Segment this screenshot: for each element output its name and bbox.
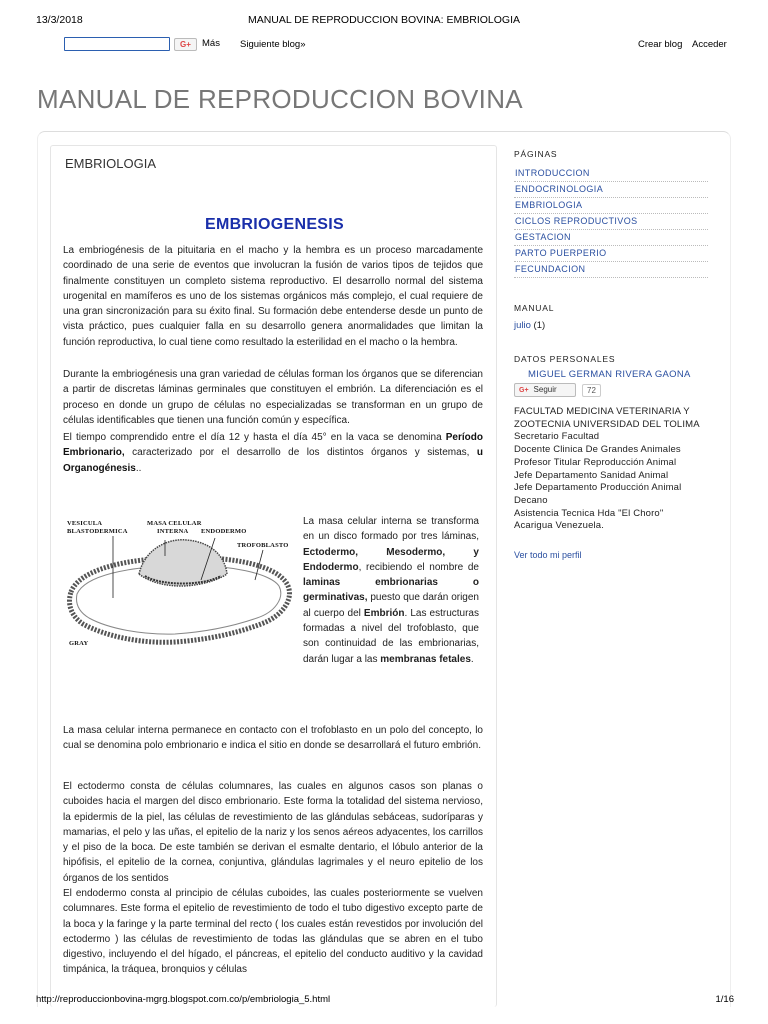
profile-heading: DATOS PERSONALES <box>514 354 616 364</box>
archive-heading: MANUAL <box>514 303 555 313</box>
print-date: 13/3/2018 <box>36 14 83 26</box>
label-blastodermica: BLASTODERMICA <box>67 528 128 535</box>
gplus-icon: G+ <box>519 387 529 394</box>
archive-count: (1) <box>533 320 546 331</box>
print-footer <box>0 994 768 1008</box>
pages-heading: PÁGINAS <box>514 149 558 159</box>
text: , recibiendo el nombre de <box>358 561 479 573</box>
about-line: Secretario Facultad <box>514 431 600 443</box>
about-line: Docente Clinica De Grandes Animales <box>514 444 681 456</box>
next-blog-link[interactable]: Siguiente blog» <box>240 39 306 50</box>
paragraph-cell-mass: La masa celular interna permanece en contacto con el trofoblasto en un polo del concepto, lo cual se denomina polo embrionario e indica el sitio en donde se desarrollará el futuro embrión. <box>63 725 483 752</box>
page-link-embriologia[interactable]: EMBRIOLOGIA <box>514 198 708 214</box>
gplus-share-button[interactable]: G+ <box>174 38 197 51</box>
bold-text: Ectodermo, Mesodermo, y Endodermo <box>303 546 479 573</box>
blog-title[interactable]: MANUAL DE REPRODUCCION BOVINA <box>37 84 523 114</box>
bold-text: Período Embrionario, <box>63 432 483 459</box>
sign-in-link[interactable]: Acceder <box>692 39 727 50</box>
label-masa-celular: MASA CELULAR <box>147 520 202 527</box>
label-trofoblasto: TROFOBLASTO <box>237 542 289 549</box>
follower-count: 72 <box>582 384 601 397</box>
pages-list <box>514 166 708 278</box>
create-blog-link[interactable]: Crear blog <box>638 39 683 50</box>
page-link-fecundacion[interactable]: FECUNDACION <box>514 262 708 278</box>
follow-button[interactable] <box>514 383 576 397</box>
paragraph-embryonic-period <box>63 430 483 476</box>
about-line: ZOOTECNIA UNIVERSIDAD DEL TOLIMA <box>514 418 700 430</box>
more-link[interactable]: Más <box>202 38 220 49</box>
print-url: http://reproduccionbovina-mgrg.blogspot.com.co/p/embriologia_5.html <box>36 994 331 1005</box>
paragraph-germ-layers <box>303 514 479 667</box>
text: . <box>470 653 474 665</box>
page-link-endocrinologia[interactable]: ENDOCRINOLOGIA <box>514 182 708 198</box>
about-line: FACULTAD MEDICINA VETERINARIA Y <box>514 406 690 417</box>
text: El tiempo comprendido entre el día 12 y hasta el día 45° en la vaca se denomina <box>63 432 446 443</box>
profile-name-link[interactable]: MIGUEL GERMAN RIVERA GAONA <box>528 369 691 380</box>
paragraph-intro: La embriogénesis de la pituitaria en el macho y la hembra es un proceso marcadamente coordinado de una serie de eventos que involucran la fusión de varios tipos de tejidos que finalmente constituyen un completo sistema reproductivo. El desarrollo normal del sistema urogenital en mamíferos es uno de los sistemas orgánicos más complejo, el cual requiere de una gran sincronización para su éxito final. Su formación debe entenderse desde un punto de vista práctico, pues cualquier falla en su desarrollo genera anormalidades que limitan la función reproductiva, lo cual tiene como resultado la esterilidad en el macho o la hembra. <box>63 245 483 348</box>
post-heading: EMBRIOGENESIS <box>204 216 345 233</box>
paragraph-ectoderm: El ectodermo consta de células columnares, las cuales en algunos casos son planas o cuboides hacia el margen del disco embrionario. Este forma la totalidad del sistema nervioso, la epidermis de la piel, las células de revestimiento de las glándulas sebáceas, sudoríparas y mamarias, el pelo y las uñas, el epitelio de la nariz y los senos aéreos adyacentes, los carrillos y el piso de la boca. De este también se derivan el esmalte dentario, el lóbulo anterior de la hipófisis, el epitelio de la cornea, conjuntiva, glándulas lagrimales y el neuro epitelio de los órganos de los sentidos <box>63 781 483 884</box>
profile-about <box>514 406 708 533</box>
label-interna: INTERNA <box>157 528 189 535</box>
print-header <box>0 14 768 30</box>
bold-text: laminas embrionarias o germinativas, <box>303 577 479 604</box>
archive-link-julio[interactable]: julio <box>514 320 531 331</box>
text: puesto que darán origen al cuerpo del <box>303 592 479 619</box>
text: caracterizado por el desarrollo de los distintos órganos y sistemas, <box>124 447 477 459</box>
about-line: Jefe Departamento Producción Animal <box>514 482 682 494</box>
page-link-ciclos-reproductivos[interactable]: CICLOS REPRODUCTIVOS <box>514 214 708 230</box>
bold-text: u Organogénesis <box>63 447 483 474</box>
follow-row <box>514 383 708 399</box>
text: .. <box>135 462 142 474</box>
about-line: Profesor Titular Reproducción Animal <box>514 456 677 468</box>
sidebar <box>514 145 708 560</box>
about-line: Decano <box>514 494 548 506</box>
page-link-parto-puerperio[interactable]: PARTO PUERPERIO <box>514 246 708 262</box>
about-line: Asistencia Tecnica Hda "El Choro" <box>514 507 664 519</box>
page-link-introduccion[interactable]: INTRODUCCION <box>514 166 708 182</box>
embryo-diagram-image <box>65 514 297 654</box>
label-gray: GRAY <box>69 640 89 647</box>
print-page-number: 1/16 <box>715 994 734 1005</box>
label-endodermo: ENDODERMO <box>201 528 247 535</box>
view-profile-link[interactable]: Ver todo mi perfil <box>514 550 582 561</box>
embryo-diagram <box>65 514 297 654</box>
archive-entry <box>514 320 708 331</box>
post-title: EMBRIOLOGIA <box>65 156 157 171</box>
label-vesicula: VESICULA <box>67 520 103 527</box>
paragraph-endoderm: El endodermo consta al principio de células cuboides, las cuales posteriormente se vuelven columnares. Este forma el epitelio de revestimiento de todo el tubo digestivo excepto parte de la boca y la faringe y la parte terminal del recto ( los cuales están revestidos por involución del ectodermo ) las células de revestimiento de todas las glándulas que se abren en el tubo digestivo, incluyendo el del hígado, el páncreas, el epitelio del conducto auditivo y la cavidad timpánica, la tráquea, bronquios y células <box>63 888 483 976</box>
text: La masa celular interna se transforma en un disco formado por tres láminas, <box>303 516 479 543</box>
paragraph-differentiation: Durante la embriogénesis una gran variedad de células forman los órganos que se diferencian a partir de discretas láminas germinales que constituyen el embrión. La diferenciación es el proceso en donde un grupo de células no especializadas se transforman en un grupo de células identificables que tienen una función común y específica. <box>63 369 483 426</box>
about-line: Acarigua Venezuela. <box>514 520 604 532</box>
print-title: MANUAL DE REPRODUCCION BOVINA: EMBRIOLOGIA <box>247 14 521 26</box>
blogger-navbar <box>0 37 768 55</box>
bold-text: membranas fetales <box>380 653 471 665</box>
bold-text: Embrión <box>363 607 405 619</box>
follow-label: Seguir <box>533 385 557 394</box>
text: . Las estructuras formadas a nivel del trofoblasto, que son continuidad de las embrionarias, darán lugar a las <box>303 607 479 665</box>
about-line: Jefe Departamento Sanidad Animal <box>514 469 669 481</box>
search-input[interactable] <box>64 37 170 51</box>
post <box>50 145 497 1007</box>
page-link-gestacion[interactable]: GESTACION <box>514 230 708 246</box>
